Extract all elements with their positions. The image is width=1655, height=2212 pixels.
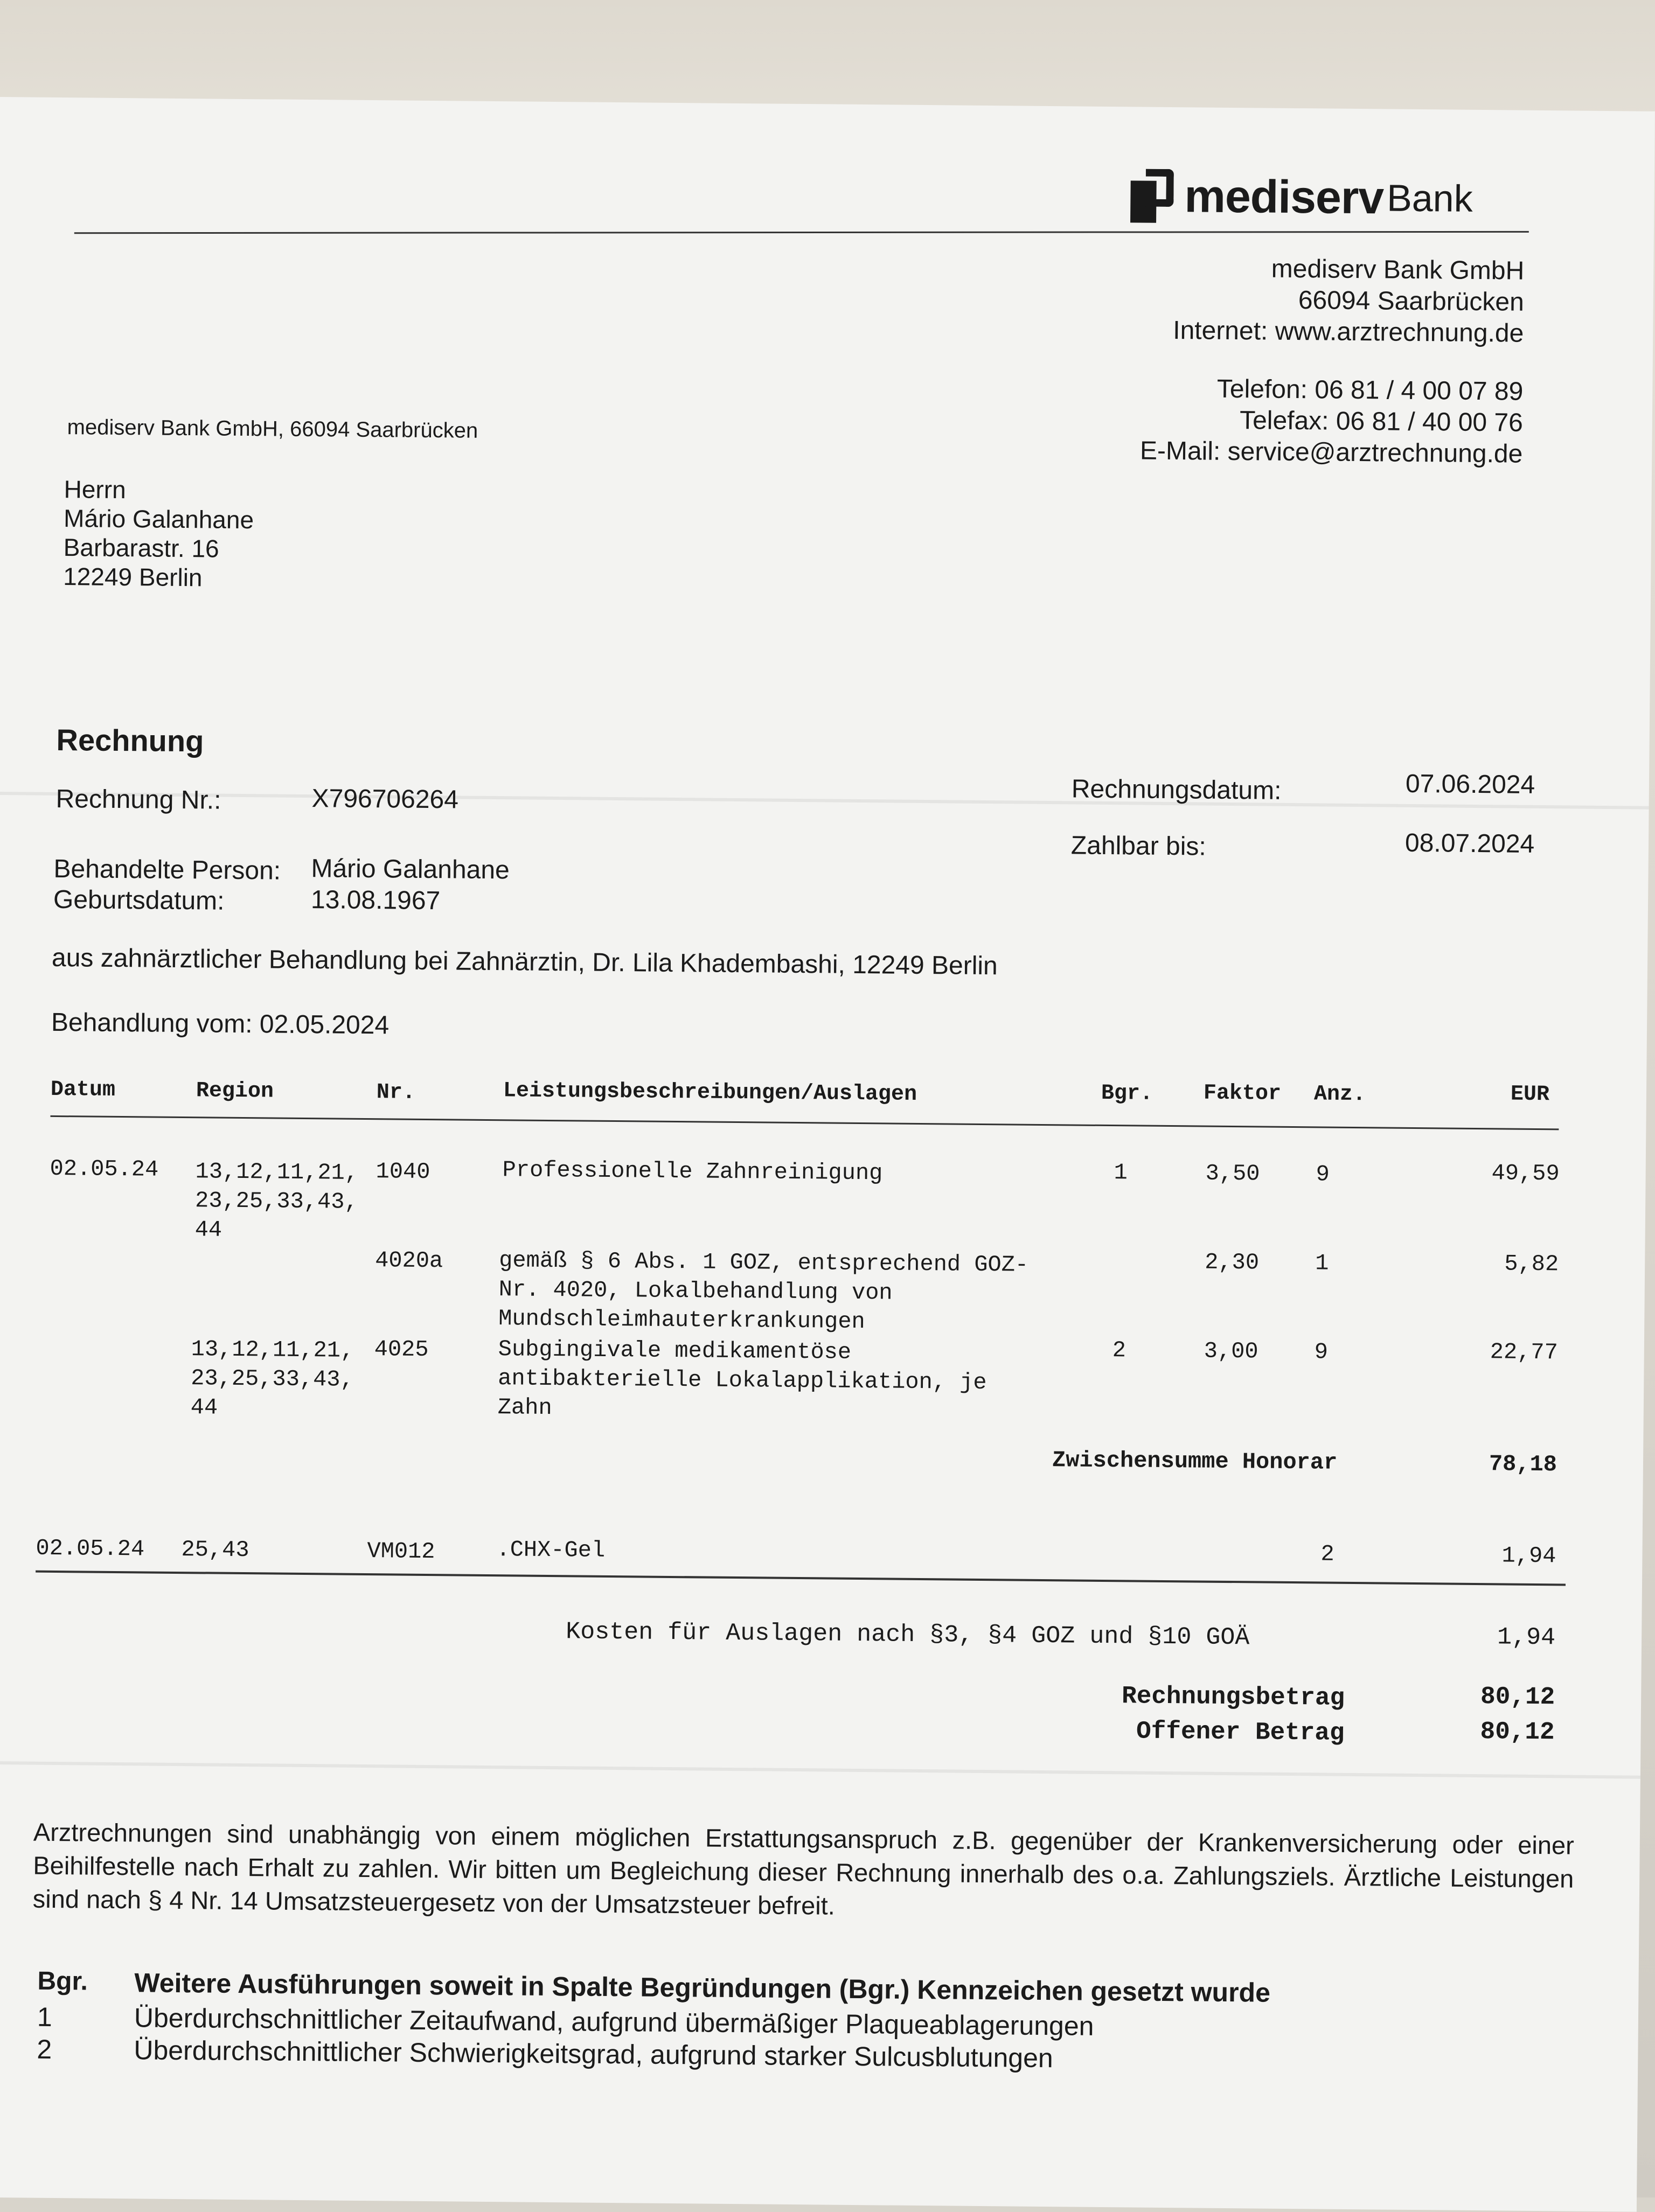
birth-date: 13.08.1967	[310, 885, 441, 916]
bank-phone: Telefon: 06 81 / 4 00 07 89	[1216, 374, 1524, 406]
col-header-anz: Anz.	[1313, 1082, 1366, 1107]
cell-bgr: 1	[1114, 1160, 1128, 1186]
birth-label: Geburtsdatum:	[53, 885, 225, 916]
bank-email: E-Mail: service@arztrechnung.de	[1139, 436, 1523, 469]
bank-fax: Telefax: 06 81 / 40 00 76	[1239, 406, 1524, 437]
open-amount-value: 80,12	[1480, 1718, 1555, 1747]
region-line: 13,12,11,21,	[191, 1336, 354, 1364]
cell-region: 25,43	[181, 1537, 249, 1564]
col-header-nr: Nr.	[376, 1080, 416, 1105]
patient-label: Behandelte Person:	[53, 854, 281, 885]
header-divider	[74, 231, 1529, 234]
total-label: Rechnungsbetrag	[1121, 1682, 1345, 1712]
due-date-label: Zahlbar bis:	[1070, 831, 1206, 861]
recipient-street: Barbarastr. 16	[63, 533, 219, 563]
cell-nr: 1040	[375, 1159, 430, 1185]
cell-nr: 4025	[374, 1336, 429, 1363]
recipient-salutation: Herrn	[64, 475, 126, 504]
bank-name: mediserv Bank GmbH	[1271, 254, 1525, 285]
cell-description: .CHX-Gel	[496, 1537, 606, 1564]
legend-code: 2	[37, 2034, 52, 2064]
invoice-date-label: Rechnungsdatum:	[1071, 774, 1282, 805]
bank-logo-mark-icon	[1130, 169, 1174, 223]
costs-value: 1,94	[1497, 1623, 1556, 1652]
cell-description	[498, 1246, 1028, 1338]
treatment-date: Behandlung vom: 02.05.2024	[51, 1008, 390, 1040]
table-header-rule	[50, 1115, 1559, 1130]
logo-word-bank: Bank	[1386, 177, 1473, 220]
legend-code: 1	[37, 2001, 52, 2032]
cell-eur: 5,82	[1504, 1251, 1559, 1278]
col-header-faktor: Faktor	[1203, 1081, 1282, 1106]
costs-label: Kosten für Auslagen nach §3, §4 GOZ und §10 GOÄ	[565, 1618, 1250, 1652]
cell-eur: 22,77	[1490, 1339, 1558, 1366]
legend-text: Überdurchschnittlicher Zeitaufwand, aufgrund übermäßiger Plaqueablagerungen	[134, 2002, 1094, 2041]
subtotal-value: 78,18	[1489, 1451, 1557, 1478]
cell-anz: 1	[1315, 1250, 1329, 1276]
cell-nr: 4020a	[374, 1247, 443, 1274]
bank-internet: Internet: www.arztrechnung.de	[1173, 316, 1524, 348]
col-header-region: Region	[196, 1079, 274, 1104]
bank-city: 66094 Saarbrücken	[1298, 286, 1525, 317]
bank-logo	[1130, 161, 1473, 234]
patient-name: Mário Galanhane	[311, 854, 510, 885]
invoice-paper	[0, 97, 1655, 2212]
invoice-title: Rechnung	[56, 722, 204, 758]
region-line: 23,25,33,43,	[194, 1188, 358, 1215]
recipient-address	[63, 475, 254, 592]
cell-description: Professionelle Zahnreinigung	[502, 1157, 883, 1187]
col-header-eur: EUR	[1510, 1082, 1550, 1107]
paper-fold	[0, 792, 1649, 810]
logo-word: mediserv	[1184, 170, 1384, 224]
payment-notice: Arztrechnungen sind unabhängig von einem möglichen Erstattungsanspruch z.B. gegenüber der Krankenversicherung oder einer Beihilfestelle nach Erhalt zu zahlen. Wir bitten um Begleichung dieser Rechnung innerhalb des o.a. Zahlungsziels. Ärztliche Leistungen sind nach § 4 Nr. 14 Umsatzsteuergesetz von der Umsatzsteuer befreit.	[32, 1817, 1575, 1920]
cell-eur: 1,94	[1501, 1543, 1556, 1569]
region-line: 44	[194, 1217, 222, 1243]
col-header-date: Datum	[50, 1077, 116, 1102]
cell-description	[498, 1335, 988, 1426]
invoice-number: X796706264	[311, 784, 459, 814]
cell-anz: 2	[1320, 1541, 1334, 1567]
recipient-city: 12249 Berlin	[63, 562, 203, 592]
legend-text: Überdurchschnittlicher Schwierigkeitsgrad, aufgrund starker Sulcusblutungen	[134, 2035, 1053, 2074]
treatment-line: aus zahnärztlicher Behandlung bei Zahnärztin, Dr. Lila Khadembashi, 12249 Berlin	[51, 943, 998, 981]
bank-address	[1140, 253, 1525, 470]
legend-col-label: Bgr.	[37, 1966, 88, 1996]
cell-date: 02.05.24	[36, 1535, 145, 1562]
subtotal-label: Zwischensumme Honorar	[1052, 1447, 1338, 1476]
description-line: gemäß § 6 Abs. 1 GOZ, entsprechend GOZ-	[498, 1247, 1029, 1278]
cell-anz: 9	[1316, 1161, 1330, 1188]
description-line: Mundschleimhauterkrankungen	[498, 1306, 865, 1335]
cell-region	[191, 1335, 354, 1424]
cell-anz: 9	[1314, 1339, 1329, 1365]
total-value: 80,12	[1480, 1683, 1555, 1712]
description-line: Nr. 4020, Lokalbehandlung von	[498, 1276, 893, 1306]
col-header-description: Leistungsbeschreibungen/Auslagen	[503, 1079, 917, 1107]
cell-date: 02.05.24	[50, 1155, 159, 1183]
invoice-date: 07.06.2024	[1405, 769, 1535, 799]
invoice-number-label: Rechnung Nr.:	[55, 784, 221, 815]
description-line: antibakterielle Lokalapplikation, je	[498, 1365, 987, 1396]
paper-fold	[0, 1761, 1640, 1779]
description-line: Zahn	[497, 1394, 552, 1421]
cell-faktor: 2,30	[1204, 1249, 1260, 1276]
cell-bgr: 2	[1112, 1337, 1126, 1364]
cell-region	[194, 1157, 358, 1246]
region-line: 13,12,11,21,	[195, 1159, 359, 1186]
description-line: Subgingivale medikamentöse	[498, 1336, 852, 1365]
cell-eur: 49,59	[1491, 1160, 1560, 1187]
table-bottom-rule	[36, 1571, 1566, 1586]
sender-line: mediserv Bank GmbH, 66094 Saarbrücken	[67, 415, 478, 443]
region-line: 23,25,33,43,	[191, 1365, 354, 1393]
cell-nr: VM012	[367, 1538, 435, 1565]
due-date: 08.07.2024	[1404, 828, 1535, 859]
region-line: 44	[190, 1394, 218, 1421]
col-header-bgr: Bgr.	[1101, 1081, 1153, 1106]
open-amount-label: Offener Betrag	[1136, 1717, 1345, 1747]
recipient-name: Mário Galanhane	[63, 504, 254, 534]
cell-faktor: 3,00	[1204, 1338, 1258, 1365]
cell-faktor: 3,50	[1205, 1160, 1260, 1187]
legend-title: Weitere Ausführungen soweit in Spalte Begründungen (Bgr.) Kennzeichen gesetzt wurde	[134, 1967, 1271, 2008]
